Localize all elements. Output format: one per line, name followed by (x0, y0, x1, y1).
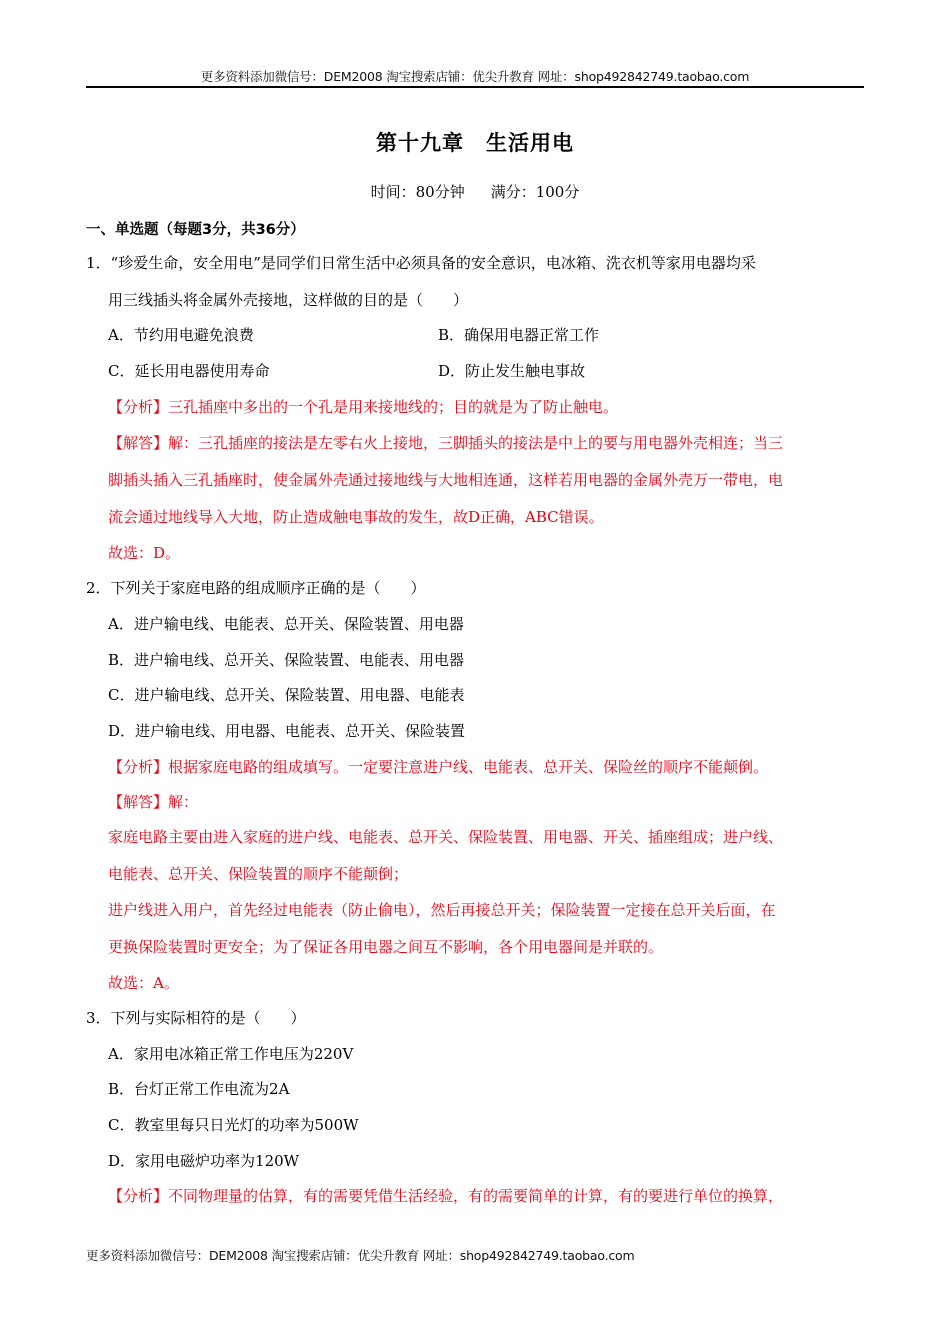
question-1-option-row-1 (108, 325, 600, 345)
question-2-answer: 故选：A。 (108, 974, 179, 992)
section-heading: 一、单选题（每题3分，共36分） (86, 222, 305, 238)
question-2-stem: 2．下列关于家庭电路的组成顺序正确的是（ ） (86, 579, 426, 597)
page-footer-note: 更多资料添加微信号：DEM2008 淘宝搜索店铺：优尖升教育 网址：shop492842749.taobao.com (86, 1248, 635, 1263)
question-1-solution-line: 【解答】解：三孔插座的接法是左零右火上接地，三脚插头的接法是中上的要与用电器外壳相连；当三 (108, 434, 784, 452)
option-c: C．教室里每只日光灯的功率为500W (108, 1116, 359, 1134)
time-limit: 时间：80分钟 (370, 183, 465, 201)
question-2-solution-line: 【解答】解： (108, 793, 199, 811)
full-score: 满分：100分 (490, 183, 580, 201)
option-b: B．确保用电器正常工作 (438, 326, 600, 344)
option-a: A．节约用电避免浪费 (108, 326, 254, 344)
question-1-option-row-2 (108, 361, 586, 381)
question-1-solution-line: 脚插头插入三孔插座时，使金属外壳通过接地线与大地相连通，这样若用电器的金属外壳万一带电，电 (108, 471, 784, 489)
question-1-stem-line1: 1．“珍爱生命，安全用电”是同学们日常生活中必须具备的安全意识，电冰箱、洗衣机等家用电器均采 (86, 254, 756, 272)
question-1-stem-line2: 用三线插头将金属外壳接地，这样做的目的是（ ） (108, 291, 469, 309)
question-1-solution-line: 流会通过地线导入大地，防止造成触电事故的发生，故D正确，ABC错误。 (108, 508, 604, 526)
question-3-analysis: 【分析】不同物理量的估算，有的需要凭借生活经验，有的需要简单的计算，有的要进行单位的换算， (108, 1187, 784, 1205)
question-3-stem: 3．下列与实际相符的是（ ） (86, 1009, 306, 1027)
page-header-note: 更多资料添加微信号：DEM2008 淘宝搜索店铺：优尖升教育 网址：shop492842749.taobao.com (200, 69, 750, 84)
question-2-solution-line: 家庭电路主要由进入家庭的进户线、电能表、总开关、保险装置、用电器、开关、插座组成；进户线、 (108, 828, 784, 846)
option-a: A．进户输电线、电能表、总开关、保险装置、用电器 (108, 615, 464, 633)
option-c: C．延长用电器使用寿命 (108, 362, 270, 380)
option-a: A．家用电冰箱正常工作电压为220V (108, 1045, 354, 1063)
question-1-answer: 故选：D。 (108, 544, 181, 562)
question-2-solution-line: 电能表、总开关、保险装置的顺序不能颠倒； (108, 865, 409, 883)
option-d: D．防止发生触电事故 (438, 362, 586, 380)
question-2-solution-line: 进户线进入用户，首先经过电能表（防止偷电），然后再接总开关；保险装置一定接在总开关后面，在 (108, 901, 776, 919)
header-divider (86, 86, 864, 88)
option-c: C．进户输电线、总开关、保险装置、用电器、电能表 (108, 686, 465, 704)
question-2-analysis: 【分析】根据家庭电路的组成填写。一定要注意进户线、电能表、总开关、保险丝的顺序不能颠倒。 (108, 758, 769, 776)
option-b: B．台灯正常工作电流为2A (108, 1080, 290, 1098)
option-b: B．进户输电线、总开关、保险装置、电能表、用电器 (108, 651, 465, 669)
question-1-analysis: 【分析】三孔插座中多出的一个孔是用来接地线的；目的就是为了防止触电。 (108, 398, 619, 416)
exam-meta (0, 181, 950, 202)
option-d: D．进户输电线、用电器、电能表、总开关、保险装置 (108, 722, 466, 740)
option-d: D．家用电磁炉功率为120W (108, 1152, 300, 1170)
page-title: 第十九章 生活用电 (376, 131, 574, 155)
question-2-solution-line: 更换保险装置时更安全；为了保证各用电器之间互不影响，各个用电器间是并联的。 (108, 938, 664, 956)
